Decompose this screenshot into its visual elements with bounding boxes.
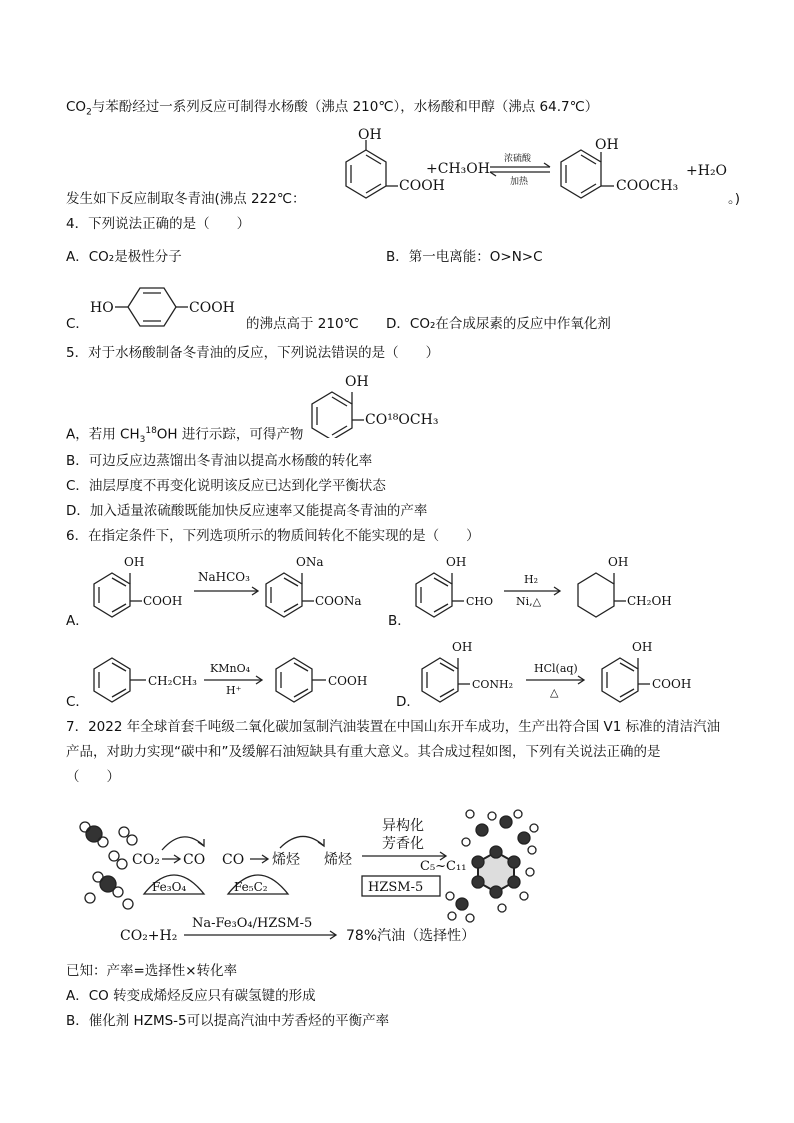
svg-text:Na-Fe₃O₄/HZSM-5: Na-Fe₃O₄/HZSM-5	[192, 916, 313, 931]
svg-text:CO₂: CO₂	[132, 852, 160, 868]
ho-label: HO	[90, 300, 114, 316]
intro-line-2-end: 。)	[728, 191, 741, 207]
svg-text:OH: OH	[446, 555, 467, 569]
q5-option-b: B．可边反应边蒸馏出冬青油以提高水杨酸的转化率	[66, 453, 373, 469]
q5-option-a: A，若用 $CH_3^{18}OH$ 进行示踪，可得产物	[66, 426, 304, 446]
q4-option-b: B．第一电离能：O>N>C	[386, 249, 543, 265]
svg-text:烯烃: 烯烃	[324, 852, 352, 868]
q7-line-1: 7．2022 年全球首套千吨级二氧化碳加氢制汽油装置在中国山东开车成功，生产出符合国 V1 标准的清洁汽油	[66, 719, 721, 735]
intro-line-2: 发生如下反应制取冬青油(沸点 222℃：	[66, 191, 306, 207]
svg-text:CH₂OH: CH₂OH	[627, 594, 672, 608]
svg-text:OH: OH	[452, 640, 473, 654]
q6-option-a-label: A．	[66, 613, 89, 629]
q6-option-a-scheme	[86, 553, 386, 623]
q5-option-d: D．加入适量浓硫酸既能加快反应速率又能提高冬青油的产率	[66, 503, 428, 519]
svg-text:CONH₂: CONH₂	[472, 678, 514, 691]
main-reaction-scheme	[318, 128, 748, 210]
svg-text:CO: CO	[222, 852, 245, 868]
svg-text:CO: CO	[183, 852, 206, 868]
co2-h2-molecules-icon	[80, 822, 137, 909]
svg-text:COOH: COOH	[652, 677, 692, 691]
condition-bottom: 加热	[510, 177, 529, 187]
svg-text:异构化: 异构化	[382, 818, 424, 834]
q4-stem: 4．下列说法正确的是（ ）	[66, 216, 251, 232]
svg-text:KMnO₄: KMnO₄	[210, 662, 250, 675]
condition-top: 浓硫酸	[504, 154, 532, 164]
p-hydroxybenzoic-acid-structure	[90, 282, 246, 332]
q4-option-d: D．CO₂在合成尿素的反应中作氧化剂	[386, 316, 611, 332]
methyl-salicylate-structure	[561, 137, 678, 198]
svg-text:COOH: COOH	[328, 674, 368, 688]
oh-label: OH	[358, 128, 382, 143]
intro-line-1: $CO_2$与苯酚经过一系列反应可制得水杨酸（沸点 210℃），水杨酸和甲醇（沸点 64.7℃）	[66, 99, 599, 118]
equilibrium-arrow	[490, 152, 550, 187]
svg-text:CH₂CH₃: CH₂CH₃	[148, 674, 197, 688]
svg-text:COOH: COOH	[143, 594, 183, 608]
svg-text:CO₂+H₂: CO₂+H₂	[120, 928, 178, 944]
q7-option-b: B．催化剂 HZMS-5可以提高汽油中芳香烃的平衡产率	[66, 1013, 390, 1029]
cooh-label: COOH	[399, 178, 445, 194]
q6-option-c-label: C．	[66, 694, 89, 710]
q6-option-d-label: D．	[396, 694, 420, 710]
q6-option-b-scheme	[408, 553, 708, 623]
svg-text:OH: OH	[124, 555, 145, 569]
svg-text:CHO: CHO	[466, 595, 494, 608]
svg-text:COONa: COONa	[315, 594, 362, 608]
q7-option-a: A．CO 转变成烯烃反应只有碳氢键的形成	[66, 988, 316, 1004]
svg-text:H⁺: H⁺	[226, 684, 242, 697]
q4-option-c-label: C．	[66, 316, 89, 332]
co18och3-label: CO¹⁸OCH₃	[365, 412, 439, 428]
svg-text:ONa: ONa	[296, 555, 324, 569]
q6-option-b-label: B．	[388, 613, 411, 629]
q5-stem: 5．对于水杨酸制备冬青油的反应，下列说法错误的是（ ）	[66, 345, 440, 361]
svg-text:Fe₃O₄: Fe₃O₄	[152, 880, 187, 894]
svg-text:78%汽油（选择性）: 78%汽油（选择性）	[346, 928, 476, 944]
q7-line-2: 产品，对助力实现“碳中和”及缓解石油短缺具有重大意义。其合成过程如图，下列有关说法正确的是	[66, 744, 661, 760]
q5-option-c: C．油层厚度不再变化说明该反应已达到化学平衡状态	[66, 478, 386, 494]
svg-text:NaHCO₃: NaHCO₃	[198, 570, 250, 584]
q7-line-3: （ ）	[66, 769, 120, 785]
q6-option-d-scheme	[414, 636, 714, 708]
methanol-label: +CH₃OH	[426, 161, 490, 177]
svg-text:HZSM-5: HZSM-5	[368, 880, 424, 895]
svg-text:△: △	[550, 686, 559, 699]
svg-text:H₂: H₂	[524, 573, 539, 586]
oh-label-2: OH	[595, 137, 619, 153]
svg-text:Ni,△: Ni,△	[516, 595, 542, 608]
q4-option-a: A．CO₂是极性分子	[66, 249, 182, 265]
labeled-ester-structure	[308, 368, 456, 438]
q7-known: 已知：产率=选择性×转化率	[66, 963, 238, 979]
svg-text:OH: OH	[632, 640, 653, 654]
synthesis-process-figure	[66, 792, 546, 952]
svg-text:烯烃: 烯烃	[272, 852, 300, 868]
q4-option-c-text: 的沸点高于 210℃	[246, 316, 359, 332]
oh-label: OH	[345, 374, 369, 390]
water-label: +H₂O	[686, 163, 728, 179]
svg-text:芳香化: 芳香化	[382, 836, 424, 852]
svg-text:Fe₅C₂: Fe₅C₂	[234, 880, 268, 894]
q6-option-c-scheme	[86, 652, 386, 708]
svg-text:C₅~C₁₁: C₅~C₁₁	[420, 859, 467, 874]
svg-text:HCl(aq): HCl(aq)	[534, 662, 578, 675]
q6-stem: 6．在指定条件下，下列选项所示的物质间转化不能实现的是（ ）	[66, 528, 480, 544]
cooch3-label: COOCH₃	[616, 178, 679, 194]
svg-text:OH: OH	[608, 555, 629, 569]
cooh-label: COOH	[189, 300, 235, 316]
